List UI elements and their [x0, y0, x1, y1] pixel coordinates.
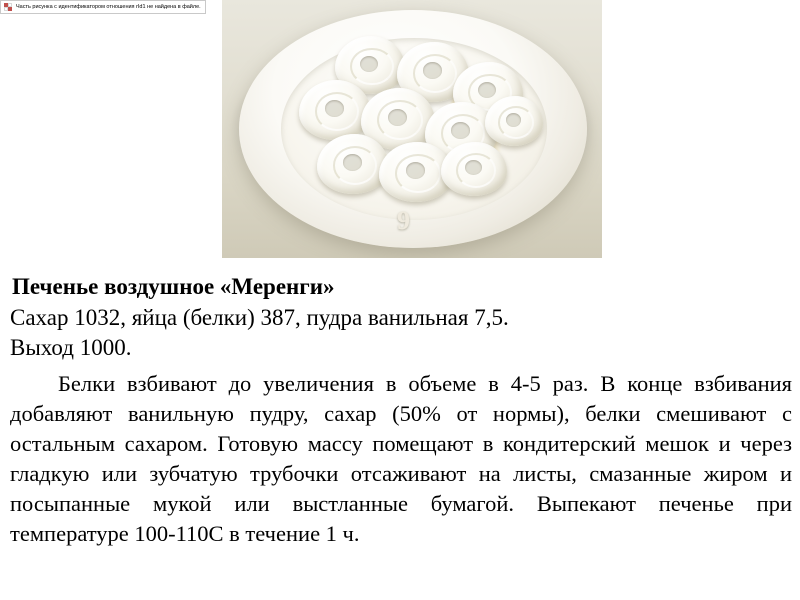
broken-image-message: Часть рисунка с идентификатором отношения rId1 не найдена в файле. — [16, 4, 201, 10]
plate — [239, 10, 587, 248]
meringue-piece — [299, 80, 371, 140]
recipe-title: Печенье воздушное «Меренги» — [12, 274, 335, 299]
meringue-piece — [485, 96, 543, 146]
meringue-piece — [441, 142, 507, 196]
broken-image-icon — [4, 3, 12, 11]
broken-image-placeholder — [0, 0, 206, 14]
recipe-body — [8, 272, 792, 549]
recipe-method: Белки взбивают до увеличения в объеме в 4-5 раз. В конце взбивания добавляют ванильную пудру, сахар (50% от нормы), белки смешивают с остальным сахаром. Готовую массу помещают в кондитерский мешок и через гладкую или зубчатую трубочки отсаживают на листы, смазанные жиром и посыпанные мукой или выстланные бумагой. Выпекают печенье при температуре 100-110С в течение 1 ч. — [10, 371, 792, 546]
meringue-photo — [222, 0, 602, 258]
recipe-yield: Выход 1000. — [10, 335, 132, 360]
meringue-piece — [317, 134, 389, 194]
recipe-ingredients: Сахар 1032, яйца (белки) 387, пудра ванильная 7,5. — [10, 305, 509, 330]
photo-background — [222, 0, 602, 258]
plate-number: 9 — [397, 206, 410, 235]
